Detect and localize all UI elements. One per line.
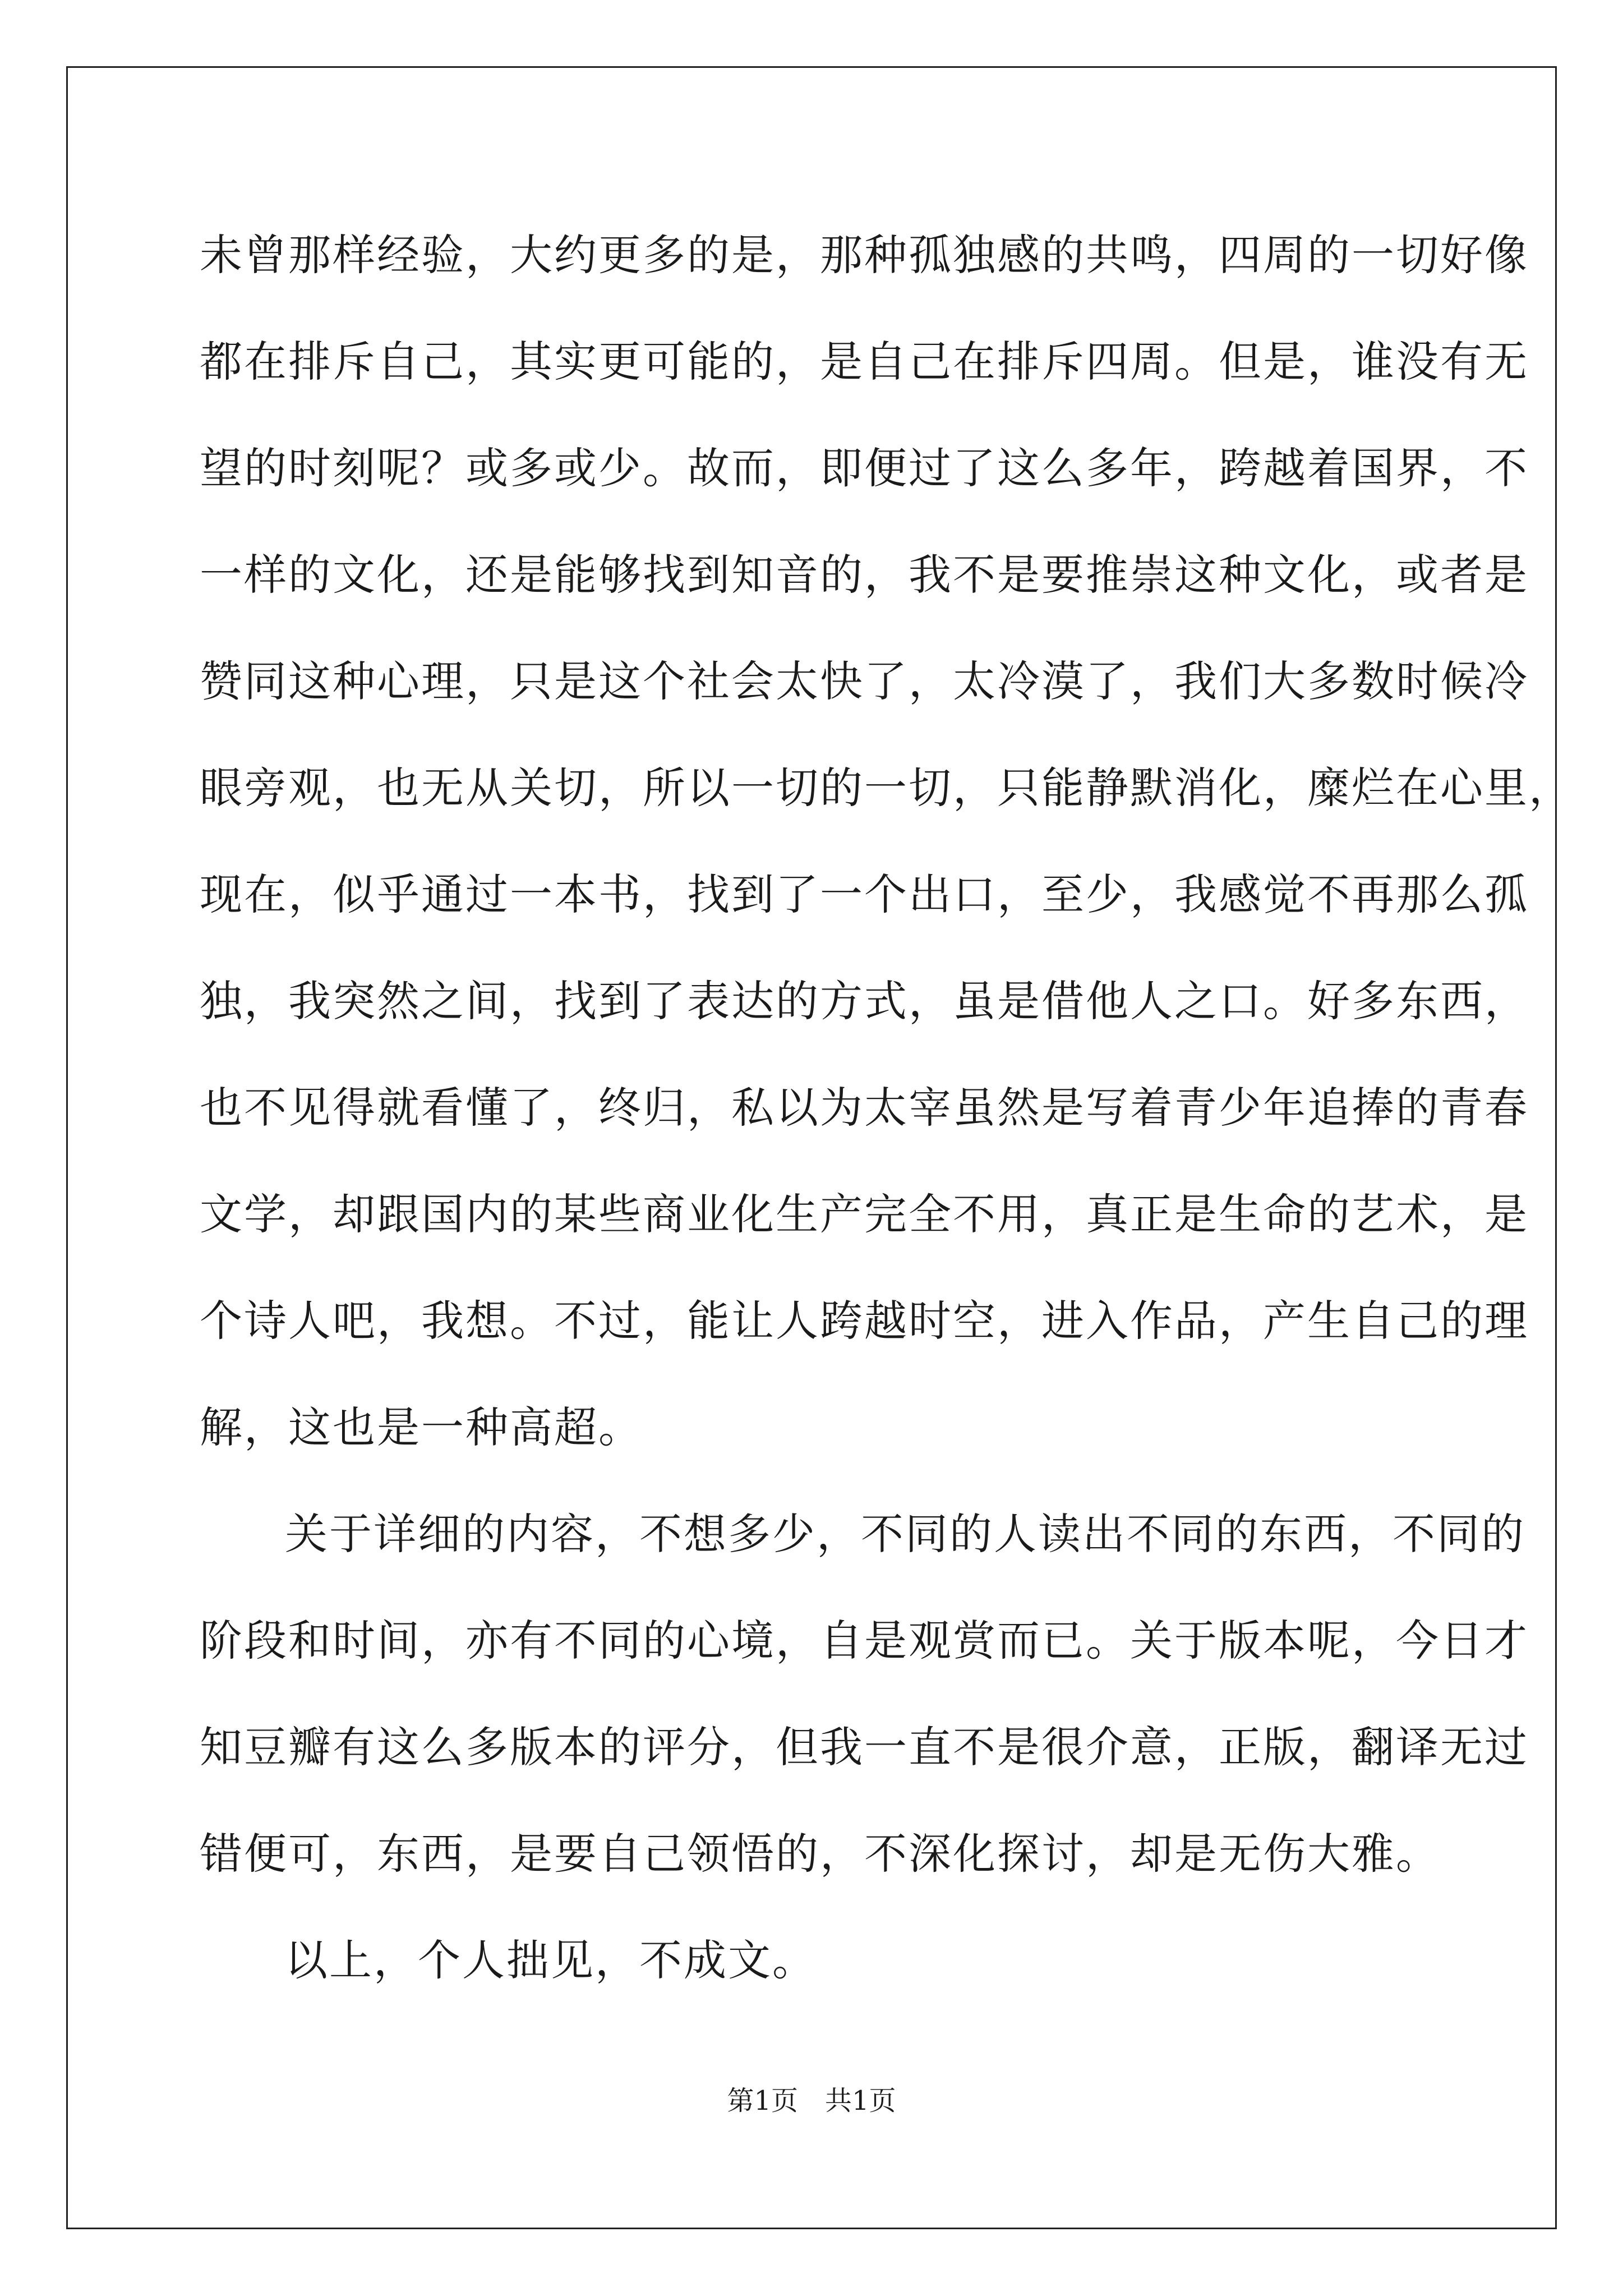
paragraph-2	[200, 1481, 1529, 1907]
text-line: 错便可，东西，是要自己领悟的，不深化探讨，却是无伤大雅。	[200, 1829, 1440, 1879]
text-line: 阶段和时间，亦有不同的心境，自是观赏而已。关于版本呢，今日才	[200, 1616, 1529, 1665]
text-line: 未曾那样经验，大约更多的是，那种孤独感的共鸣，四周的一切好像	[200, 230, 1529, 280]
text-line: 都在排斥自己，其实更可能的，是自己在排斥四周。但是，谁没有无	[200, 337, 1529, 386]
text-line: 关于详细的内容，不想多少，不同的人读出不同的东西，不同的	[285, 1509, 1525, 1559]
text-line: 解，这也是一种高超。	[200, 1402, 643, 1452]
paragraph-3	[200, 1907, 1428, 2014]
text-line: 望的时刻呢？或多或少。故而，即便过了这么多年，跨越着国界，不	[200, 443, 1529, 493]
text-line: 文学，却跟国内的某些商业化生产完全不用，真正是生命的艺术，是	[200, 1189, 1529, 1239]
text-line: 现在，似乎通过一本书，找到了一个出口，至少，我感觉不再那么孤	[200, 869, 1529, 919]
page-number: 第1页 共1页	[727, 2085, 896, 2116]
text-line: 以上，个人拙见，不成文。	[285, 1935, 817, 1985]
text-line: 也不见得就看懂了，终归，私以为太宰虽然是写着青少年追捧的青春	[200, 1083, 1529, 1133]
paragraph-1	[200, 202, 1573, 1481]
text-line: 赞同这种心理，只是这个社会太快了，太冷漠了，我们大多数时候冷	[200, 656, 1529, 706]
text-line: 眼旁观，也无从关切，所以一切的一切，只能静默消化，糜烂在心里，	[200, 763, 1573, 813]
document-body	[200, 202, 1573, 2014]
text-line: 独，我突然之间，找到了表达的方式，虽是借他人之口。好多东西，	[200, 976, 1529, 1026]
text-line: 个诗人吧，我想。不过，能让人跨越时空，进入作品，产生自己的理	[200, 1296, 1529, 1346]
text-line: 一样的文化，还是能够找到知音的，我不是要推崇这种文化，或者是	[200, 550, 1529, 600]
text-line: 知豆瓣有这么多版本的评分，但我一直不是很介意，正版，翻译无过	[200, 1722, 1529, 1772]
